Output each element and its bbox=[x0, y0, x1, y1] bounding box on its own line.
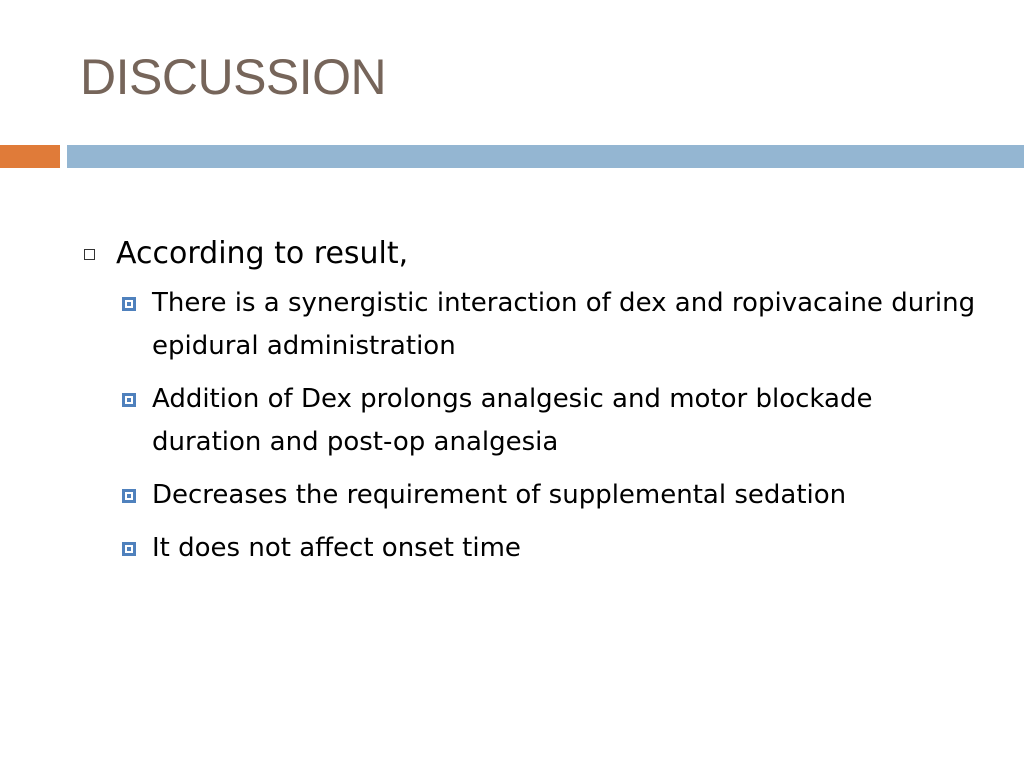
sub-bullet-text: It does not affect onset time bbox=[152, 533, 521, 563]
slide-content bbox=[80, 232, 980, 580]
square-bullet-icon bbox=[122, 393, 136, 407]
square-bullet-icon bbox=[122, 489, 136, 503]
square-bullet-icon bbox=[122, 297, 136, 311]
sub-bullet-text: Decreases the requirement of supplemental sedation bbox=[152, 480, 847, 510]
bullet-level1-text: According to result, bbox=[116, 236, 409, 271]
sub-bullet-item bbox=[116, 474, 980, 517]
sub-bullet-text: Addition of Dex prolongs analgesic and motor blockade duration and post-op analgesia bbox=[152, 384, 873, 457]
bullet-level1 bbox=[80, 232, 980, 276]
sub-bullet-item bbox=[116, 527, 980, 570]
accent-bar-blue bbox=[67, 145, 1024, 168]
slide-title: DISCUSSION bbox=[80, 49, 387, 105]
sub-bullet-list bbox=[80, 282, 980, 570]
hollow-square-bullet-icon bbox=[84, 249, 95, 260]
accent-bar-orange bbox=[0, 145, 60, 168]
sub-bullet-item bbox=[116, 282, 980, 368]
square-bullet-icon bbox=[122, 542, 136, 556]
sub-bullet-item bbox=[116, 378, 980, 464]
sub-bullet-text: There is a synergistic interaction of dex and ropivacaine during epidural administration bbox=[152, 288, 976, 361]
